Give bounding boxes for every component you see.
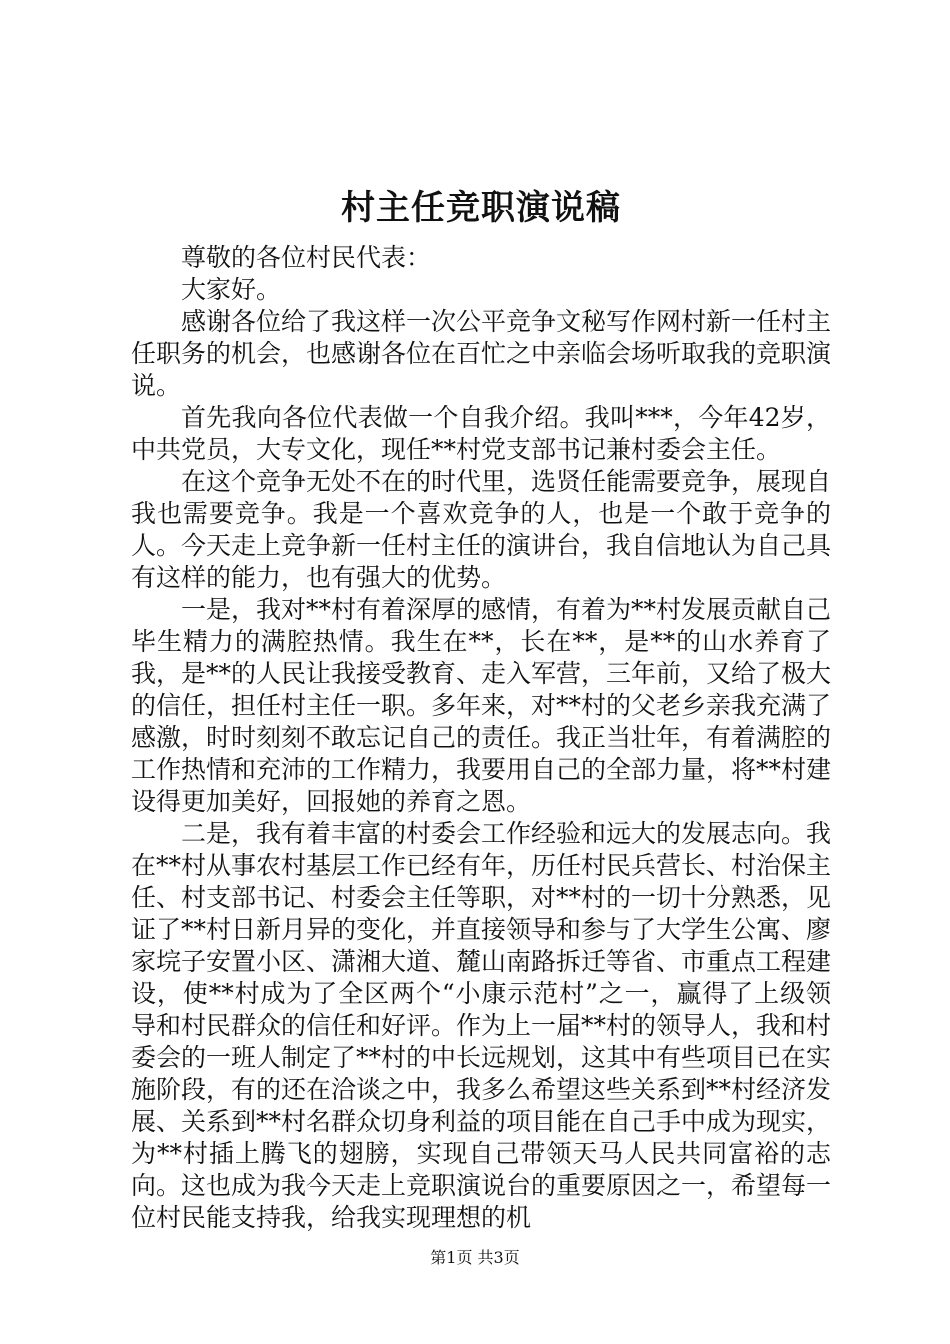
self-introduction-paragraph: 首先我向各位代表做一个自我介绍。我叫***，今年42岁，中共党员，大专文化，现任**村党支部书记兼村委会主任。 xyxy=(131,403,831,464)
salutation-paragraph: 尊敬的各位村民代表： xyxy=(181,243,432,272)
point-two-paragraph: 二是，我有着丰富的村委会工作经验和远大的发展志向。我在**村从事农村基层工作已经有年，历任村民兵营长、村治保主任、村支部书记、村委会主任等职，对**村的一切十分熟悉，见证了**村日新月异的变化，并直接领导和参与了大学生公寓、廖家垸子安置小区、潇湘大道、麓山南路拆迁等省、市重点工程建设，使**村成为了全区两个“小康示范村”之一，赢得了上级领导和村民群众的信任和好评。作为上一届**村的领导人，我和村委会的一班人制定了**村的中长远规划，这其中有些项目已在实施阶段，有的还在洽谈之中，我多么希望这些关系到**村经济发展、关系到**村名群众切身利益的项目能在自己手中成为现实，为**村插上腾飞的翅膀，实现自己带领天马人民共同富裕的志向。这也成为我今天走上竞职演说台的重要原因之一，希望每一位村民能支持我，给我实现理想的机 xyxy=(131,819,832,1232)
greeting-paragraph: 大家好。 xyxy=(181,275,282,304)
document-body xyxy=(131,242,831,1234)
page-content xyxy=(131,186,831,1234)
page-number-footer: 第1页 共3页 xyxy=(430,1248,520,1267)
document-title: 村主任竞职演说稿 xyxy=(341,188,621,228)
competition-paragraph: 在这个竞争无处不在的时代里，选贤任能需要竞争，展现自我也需要竞争。我是一个喜欢竞争的人，也是一个敢于竞争的人。今天走上竞争新一任村主任的演讲台，我自信地认为自己具有这样的能力，也有强大的优势。 xyxy=(131,467,832,592)
thanks-paragraph: 感谢各位给了我这样一次公平竞争文秘写作网村新一任村主任职务的机会，也感谢各位在百忙之中亲临会场听取我的竞职演说。 xyxy=(131,307,832,400)
point-one-paragraph: 一是，我对**村有着深厚的感情，有着为**村发展贡献自己毕生精力的满腔热情。我生在**，长在**，是**的山水养育了我，是**的人民让我接受教育、走入军营，三年前，又给了极大的信任，担任村主任一职。多年来，对**村的父老乡亲我充满了感激，时时刻刻不敢忘记自己的责任。我正当壮年，有着满腔的工作热情和充沛的工作精力，我要用自己的全部力量，将**村建设得更加美好，回报她的养育之恩。 xyxy=(131,595,832,816)
